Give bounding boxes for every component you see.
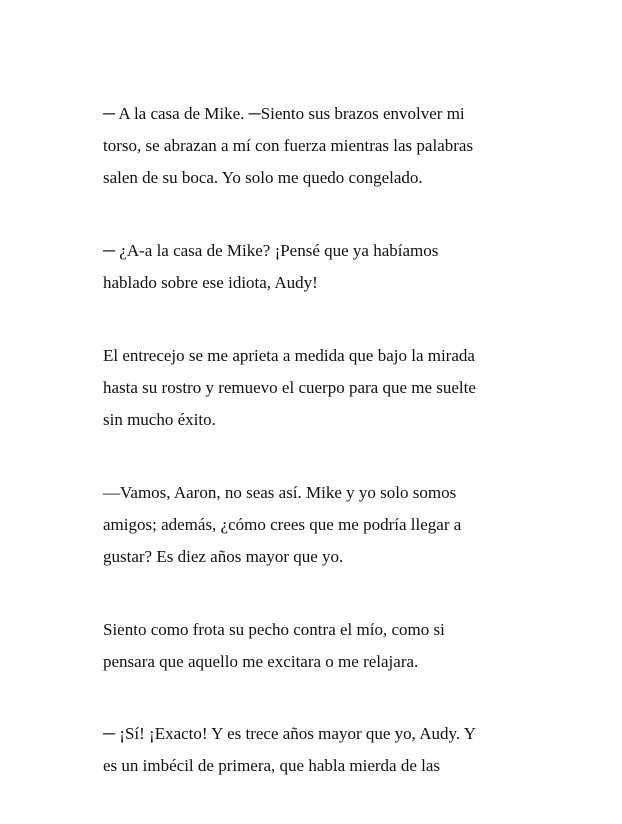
text-line: amigos; además, ¿cómo crees que me podría llegar a [103, 515, 462, 534]
paragraph-4 [103, 477, 523, 573]
paragraph-2 [103, 235, 523, 299]
text-line: ─ ¡Sí! ¡Exacto! Y es trece años mayor que yo, Audy. Y [103, 724, 477, 743]
text-line: —Vamos, Aaron, no seas así. Mike y yo solo somos [103, 483, 457, 502]
paragraph-1 [103, 98, 523, 194]
text-line: torso, se abrazan a mí con fuerza mientras las palabras [103, 136, 474, 155]
text-line: hasta su rostro y remuevo el cuerpo para que me suelte [103, 378, 476, 397]
text-line: gustar? Es diez años mayor que yo. [103, 547, 344, 566]
text-line: ─ A la casa de Mike. ─Siento sus brazos envolver mi [103, 104, 465, 123]
paragraph-3 [103, 340, 523, 436]
text-line: pensara que aquello me excitara o me relajara. [103, 652, 419, 671]
text-line: ─ ¿A-a la casa de Mike? ¡Pensé que ya habíamos [103, 241, 439, 260]
text-line: es un imbécil de primera, que habla mierda de las [103, 756, 441, 775]
text-line: Siento como frota su pecho contra el mío, como si [103, 620, 445, 639]
text-line: sin mucho éxito. [103, 410, 216, 429]
paragraph-5 [103, 614, 523, 678]
text-line: salen de su boca. Yo solo me quedo congelado. [103, 168, 423, 187]
paragraph-6 [103, 718, 523, 782]
text-line: El entrecejo se me aprieta a medida que bajo la mirada [103, 346, 475, 365]
text-line: hablado sobre ese idiota, Audy! [103, 273, 318, 292]
